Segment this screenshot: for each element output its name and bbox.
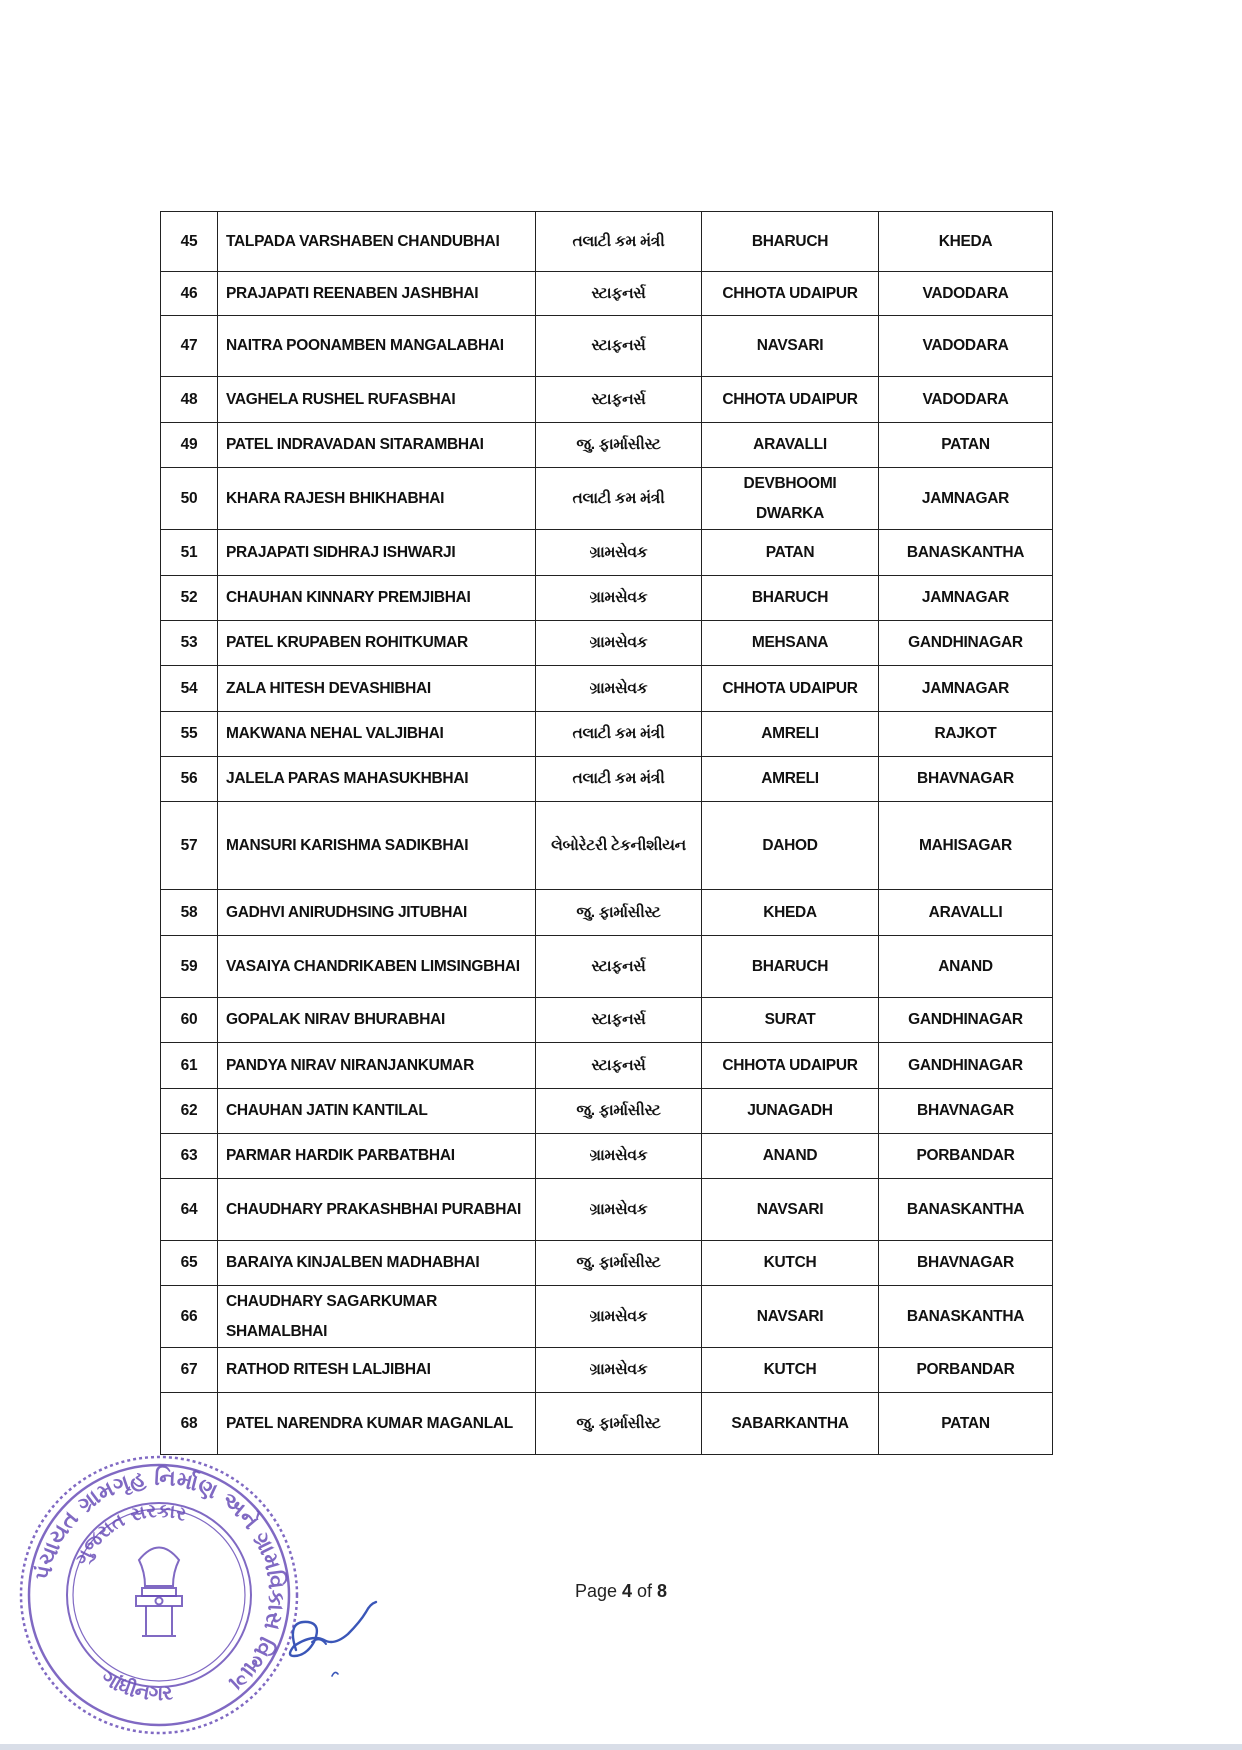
serial-number: 46 [161,272,218,316]
post-title: જુ. ફાર્માસીસ્ટ [536,423,702,468]
post-title: સ્ટાફનર્સ [536,316,702,377]
to-district: VADODARA [879,377,1053,423]
serial-number: 50 [161,468,218,530]
page-current: 4 [622,1581,633,1601]
table-body [161,212,1053,1455]
to-district: GANDHINAGAR [879,1043,1053,1089]
post-title: જુ. ફાર્માસીસ્ટ [536,1089,702,1134]
transfer-list-table-container [160,211,1052,1455]
employee-name: MAKWANA NEHAL VALJIBHAI [218,712,536,757]
employee-name: CHAUDHARY PRAKASHBHAI PURABHAI [218,1179,536,1241]
seal-outer-text: પંચાયત ગ્રામગૃહ નિર્માણ અને ગ્રામવિકાસ વિભાગ [30,1465,289,1696]
employee-name: RATHOD RITESH LALJIBHAI [218,1348,536,1393]
to-district: JAMNAGAR [879,576,1053,621]
table-row [161,998,1053,1043]
from-district: SURAT [702,998,879,1043]
table-row [161,423,1053,468]
page-total: 8 [657,1581,668,1601]
from-district: NAVSARI [702,1179,879,1241]
serial-number: 57 [161,802,218,890]
employee-name: PRAJAPATI REENABEN JASHBHAI [218,272,536,316]
table-row [161,272,1053,316]
table-row [161,1134,1053,1179]
serial-number: 45 [161,212,218,272]
serial-number: 63 [161,1134,218,1179]
employee-name: JALELA PARAS MAHASUKHBHAI [218,757,536,802]
post-title: જુ. ફાર્માસીસ્ટ [536,1241,702,1286]
serial-number: 52 [161,576,218,621]
post-title: ગ્રામસેવક [536,530,702,576]
to-district: BHAVNAGAR [879,757,1053,802]
from-district: NAVSARI [702,316,879,377]
page-mid: of [632,1581,658,1601]
post-title: તલાટી કમ મંત્રી [536,468,702,530]
table-row [161,212,1053,272]
to-district: VADODARA [879,316,1053,377]
table-row [161,936,1053,998]
to-district: RAJKOT [879,712,1053,757]
table-row [161,1179,1053,1241]
from-district: KUTCH [702,1241,879,1286]
from-district: BHARUCH [702,936,879,998]
employee-name: CHAUHAN JATIN KANTILAL [218,1089,536,1134]
from-district: CHHOTA UDAIPUR [702,272,879,316]
post-title: ગ્રામસેવક [536,576,702,621]
from-district: KHEDA [702,890,879,936]
employee-name: ZALA HITESH DEVASHIBHAI [218,666,536,712]
from-district: CHHOTA UDAIPUR [702,1043,879,1089]
page-prefix: Page [574,1581,622,1601]
to-district: KHEDA [879,212,1053,272]
to-district: VADODARA [879,272,1053,316]
table-row [161,1393,1053,1455]
employee-name: CHAUHAN KINNARY PREMJIBHAI [218,576,536,621]
table-row [161,757,1053,802]
post-title: સ્ટાફનર્સ [536,272,702,316]
to-district: BHAVNAGAR [879,1241,1053,1286]
serial-number: 60 [161,998,218,1043]
from-district: MEHSANA [702,621,879,666]
from-district: BHARUCH [702,576,879,621]
post-title: ગ્રામસેવક [536,1348,702,1393]
post-title: તલાટી કમ મંત્રી [536,712,702,757]
employee-name: PRAJAPATI SIDHRAJ ISHWARJI [218,530,536,576]
table-row [161,316,1053,377]
from-district: ARAVALLI [702,423,879,468]
post-title: સ્ટાફનર્સ [536,998,702,1043]
from-district: ANAND [702,1134,879,1179]
svg-text:ગાંધીનગર [97,1665,174,1705]
serial-number: 64 [161,1179,218,1241]
serial-number: 48 [161,377,218,423]
serial-number: 68 [161,1393,218,1455]
seal-inner-text: ગુજરાત સરકાર [70,1499,189,1569]
employee-name: CHAUDHARY SAGARKUMAR SHAMALBHAI [218,1286,536,1348]
table-row [161,576,1053,621]
post-title: તલાટી કમ મંત્રી [536,757,702,802]
seal-bottom-text: ગાંધીનગર [97,1664,174,1706]
employee-name: PATEL INDRAVADAN SITARAMBHAI [218,423,536,468]
post-title: સ્ટાફનર્સ [536,377,702,423]
to-district: MAHISAGAR [879,802,1053,890]
to-district: BANASKANTHA [879,1286,1053,1348]
official-seal-stamp [14,1450,304,1740]
table-row [161,377,1053,423]
from-district: AMRELI [702,712,879,757]
employee-name: GADHVI ANIRUDHSING JITUBHAI [218,890,536,936]
page-bottom-edge [0,1744,1242,1750]
serial-number: 62 [161,1089,218,1134]
employee-name: VAGHELA RUSHEL RUFASBHAI [218,377,536,423]
to-district: BANASKANTHA [879,530,1053,576]
table-row [161,530,1053,576]
employee-name: MANSURI KARISHMA SADIKBHAI [218,802,536,890]
table-row [161,1241,1053,1286]
employee-name: PANDYA NIRAV NIRANJANKUMAR [218,1043,536,1089]
employee-name: VASAIYA CHANDRIKABEN LIMSINGBHAI [218,936,536,998]
post-title: જુ. ફાર્માસીસ્ટ [536,890,702,936]
from-district: NAVSARI [702,1286,879,1348]
serial-number: 51 [161,530,218,576]
from-district: AMRELI [702,757,879,802]
employee-name: TALPADA VARSHABEN CHANDUBHAI [218,212,536,272]
post-title: ગ્રામસેવક [536,1179,702,1241]
to-district: PATAN [879,1393,1053,1455]
post-title: ગ્રામસેવક [536,1286,702,1348]
serial-number: 47 [161,316,218,377]
to-district: GANDHINAGAR [879,621,1053,666]
table-row [161,468,1053,530]
employee-name: PATEL NARENDRA KUMAR MAGANLAL [218,1393,536,1455]
employee-name: PATEL KRUPABEN ROHITKUMAR [218,621,536,666]
serial-number: 65 [161,1241,218,1286]
table-row [161,1089,1053,1134]
post-title: સ્ટાફનર્સ [536,1043,702,1089]
national-emblem-icon [136,1548,182,1637]
from-district: PATAN [702,530,879,576]
from-district: CHHOTA UDAIPUR [702,666,879,712]
table-row [161,621,1053,666]
employee-name: KHARA RAJESH BHIKHABHAI [218,468,536,530]
table-row [161,1043,1053,1089]
employee-name: GOPALAK NIRAV BHURABHAI [218,998,536,1043]
employee-name: NAITRA POONAMBEN MANGALABHAI [218,316,536,377]
from-district: DAHOD [702,802,879,890]
to-district: GANDHINAGAR [879,998,1053,1043]
employee-name: PARMAR HARDIK PARBATBHAI [218,1134,536,1179]
to-district: ARAVALLI [879,890,1053,936]
from-district: SABARKANTHA [702,1393,879,1455]
post-title: સ્ટાફનર્સ [536,936,702,998]
serial-number: 49 [161,423,218,468]
from-district: KUTCH [702,1348,879,1393]
from-district: CHHOTA UDAIPUR [702,377,879,423]
table-row [161,712,1053,757]
to-district: PORBANDAR [879,1348,1053,1393]
to-district: ANAND [879,936,1053,998]
post-title: લેબોરેટરી ટેકનીશીયન [536,802,702,890]
serial-number: 54 [161,666,218,712]
from-district: JUNAGADH [702,1089,879,1134]
table-row [161,1286,1053,1348]
transfer-list-table [160,211,1053,1455]
employee-name: BARAIYA KINJALBEN MADHABHAI [218,1241,536,1286]
post-title: તલાટી કમ મંત્રી [536,212,702,272]
from-district: DEVBHOOMI DWARKA [702,468,879,530]
serial-number: 58 [161,890,218,936]
to-district: PORBANDAR [879,1134,1053,1179]
to-district: JAMNAGAR [879,468,1053,530]
table-row [161,666,1053,712]
from-district: BHARUCH [702,212,879,272]
post-title: જુ. ફાર્માસીસ્ટ [536,1393,702,1455]
serial-number: 59 [161,936,218,998]
post-title: ગ્રામસેવક [536,621,702,666]
post-title: ગ્રામસેવક [536,666,702,712]
table-row [161,802,1053,890]
table-row [161,1348,1053,1393]
to-district: PATAN [879,423,1053,468]
to-district: BANASKANTHA [879,1179,1053,1241]
to-district: BHAVNAGAR [879,1089,1053,1134]
to-district: JAMNAGAR [879,666,1053,712]
signature [282,1598,392,1678]
post-title: ગ્રામસેવક [536,1134,702,1179]
serial-number: 53 [161,621,218,666]
serial-number: 66 [161,1286,218,1348]
table-row [161,890,1053,936]
serial-number: 67 [161,1348,218,1393]
serial-number: 56 [161,757,218,802]
serial-number: 61 [161,1043,218,1089]
serial-number: 55 [161,712,218,757]
